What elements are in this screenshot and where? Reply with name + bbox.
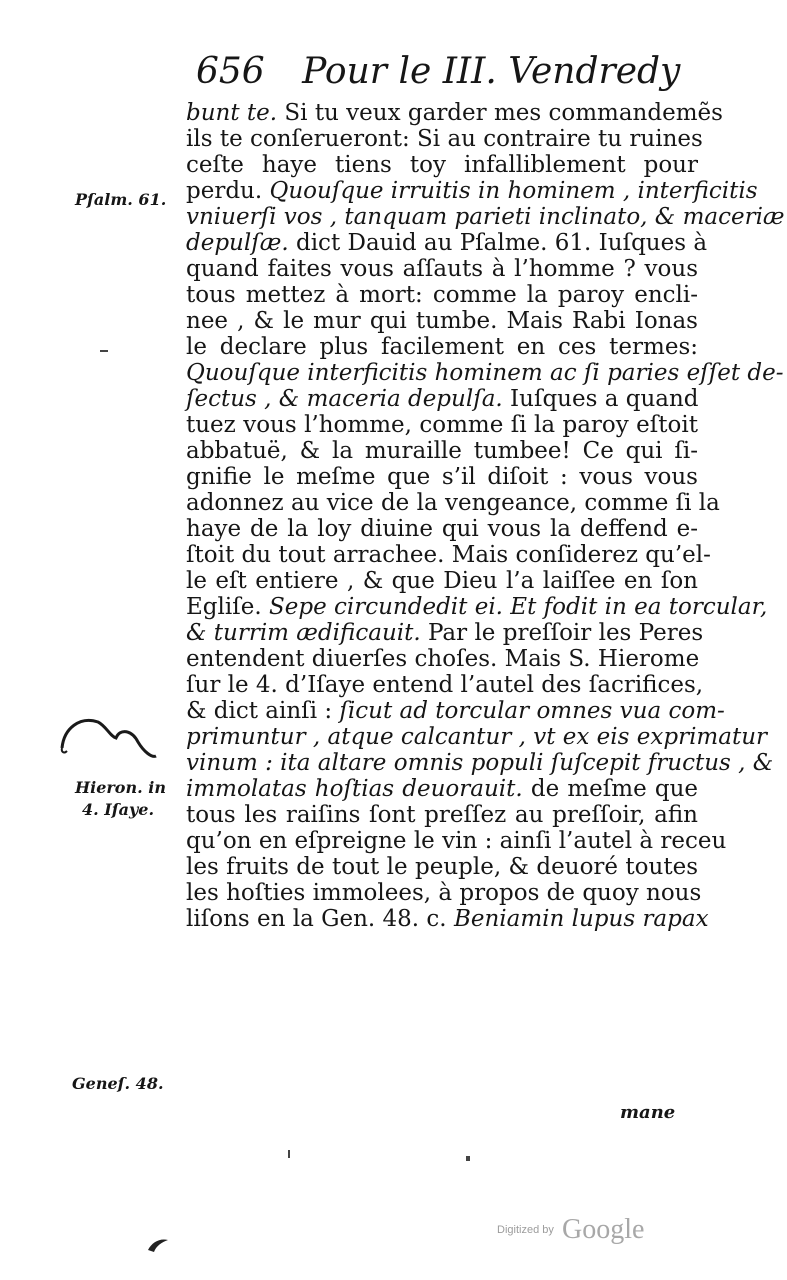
margin-note-psalm: Pſalm. 61.: [75, 190, 167, 209]
text-line: [186, 828, 727, 854]
text-line: [186, 282, 698, 308]
roman-text: liſons en la Gen. 48. c.: [186, 906, 454, 932]
margin-note-hieron-line1: Hieron. in: [75, 778, 166, 797]
text-line: [186, 620, 704, 646]
roman-text: ceſte haye tiens toy infalliblement pour: [186, 152, 698, 178]
text-line: [186, 854, 698, 880]
text-line: [186, 412, 698, 438]
roman-text: tous les raiſins ſont preſſez au preſſoir, afin: [186, 802, 698, 828]
text-line: [186, 230, 708, 256]
ink-speck: [466, 1156, 470, 1161]
text-line: [186, 152, 698, 178]
text-line: [186, 126, 703, 152]
italic-text: Sepe circundedit ei. Et fodit in ea torcular,: [268, 594, 768, 620]
text-line: [186, 724, 767, 750]
text-line: [186, 568, 698, 594]
text-line: [186, 438, 698, 464]
roman-text: Iuſques a quand: [502, 386, 699, 412]
text-line: [186, 906, 709, 932]
text-line: [186, 464, 698, 490]
roman-text: qu’on en eſpreigne le vin : ainſi l’autel à receu: [186, 828, 727, 854]
roman-text: Si tu veux garder mes commandemẽs: [277, 100, 723, 126]
running-title: Pour le III. Vendredy: [302, 51, 681, 92]
text-line: [186, 334, 698, 360]
italic-text: & turrim ædificauit.: [186, 620, 421, 646]
roman-text: de meſme que: [522, 776, 698, 802]
body-text: [186, 100, 785, 932]
text-line: [186, 308, 698, 334]
italic-text: ſicut ad torcular omnes vua com-: [339, 698, 725, 724]
italic-text: bunt te.: [186, 100, 278, 126]
digitized-by-label: Digitized by: [497, 1224, 554, 1236]
text-line: [186, 100, 723, 126]
text-line: [186, 880, 702, 906]
text-line: [186, 672, 704, 698]
margin-note-genesis: Geneſ. 48.: [72, 1074, 164, 1093]
google-watermark: Google: [562, 1214, 645, 1245]
text-line: [186, 178, 758, 204]
roman-text: adonnez au vice de la vengeance, comme ſi la: [186, 490, 720, 516]
text-line: [186, 776, 698, 802]
roman-text: le eſt entiere , & que Dieu l’a laiſſee en ſon: [186, 568, 698, 594]
page-number: 656: [196, 51, 265, 92]
italic-text: immolatas hoſtias deuorauit.: [186, 776, 523, 802]
roman-text: Egliſe.: [186, 594, 269, 620]
roman-text: gnifie le meſme que s’il diſoit : vous vous: [186, 464, 698, 490]
ink-blot: [146, 1236, 170, 1254]
roman-text: ſur le 4. d’Iſaye entend l’autel des ſacrifices,: [186, 672, 704, 698]
text-line: [186, 204, 785, 230]
text-line: [186, 516, 698, 542]
italic-text: Beniamin lupus rapax: [453, 906, 709, 932]
roman-text: haye de la loy diuine qui vous la deffend e-: [186, 516, 698, 542]
text-line: [186, 802, 698, 828]
roman-text: les fruits de tout le peuple, & deuoré toutes: [186, 854, 698, 880]
italic-text: vniuerſi vos , tanquam parieti inclinato, & maceriæ: [186, 204, 785, 230]
text-line: [186, 646, 698, 672]
italic-text: vinum : ita altare omnis populi ſuſcepit fructus , &: [186, 750, 774, 776]
italic-text: Quouſque irruitis in hominem , interficitis: [269, 178, 758, 204]
flourish-ornament: [58, 708, 158, 768]
italic-text: primuntur , atque calcantur , vt ex eis exprimatur: [186, 724, 767, 750]
roman-text: nee , & le mur qui tumbe. Mais Rabi Ionas: [186, 308, 698, 334]
roman-text: abbatuë, & la muraille tumbee! Ce qui ſi-: [186, 438, 698, 464]
roman-text: perdu.: [186, 178, 270, 204]
roman-text: dict Dauid au Pſalme. 61. Iuſques à: [288, 230, 708, 256]
ink-speck: [288, 1150, 290, 1158]
text-line: [186, 256, 698, 282]
text-line: [186, 594, 768, 620]
italic-text: ſectus , & maceria depulſa.: [186, 386, 503, 412]
text-line: [186, 360, 784, 386]
text-line: [186, 542, 711, 568]
roman-text: ils te conſerueront: Si au contraire tu ruines: [186, 126, 703, 152]
roman-text: le declare plus facilement en ces termes:: [186, 334, 698, 360]
margin-note-hieron-line2: 4. Iſaye.: [82, 800, 155, 819]
italic-text: Quouſque interficitis hominem ac ſi paries eſſet de-: [186, 360, 784, 386]
text-line: [186, 698, 725, 724]
roman-text: les hoſties immolees, à propos de quoy nous: [186, 880, 702, 906]
page-header: [196, 51, 681, 92]
text-line: [186, 386, 698, 412]
roman-text: & dict ainſi :: [186, 698, 340, 724]
roman-text: entendent diuerſes choſes. Mais S. Hierome: [186, 646, 700, 672]
roman-text: quand faites vous aſſauts à l’homme ? vous: [186, 256, 698, 282]
ink-speck: [100, 350, 108, 352]
roman-text: tous mettez à mort: comme la paroy encli-: [186, 282, 698, 308]
roman-text: ſtoit du tout arrachee. Mais conſiderez qu’el-: [186, 542, 711, 568]
catchword: mane: [620, 1102, 676, 1123]
italic-text: depulſæ.: [186, 230, 289, 256]
text-line: [186, 750, 774, 776]
roman-text: Par le preſſoir les Peres: [420, 620, 704, 646]
text-line: [186, 490, 720, 516]
roman-text: tuez vous l’homme, comme ſi la paroy eſtoit: [186, 412, 698, 438]
